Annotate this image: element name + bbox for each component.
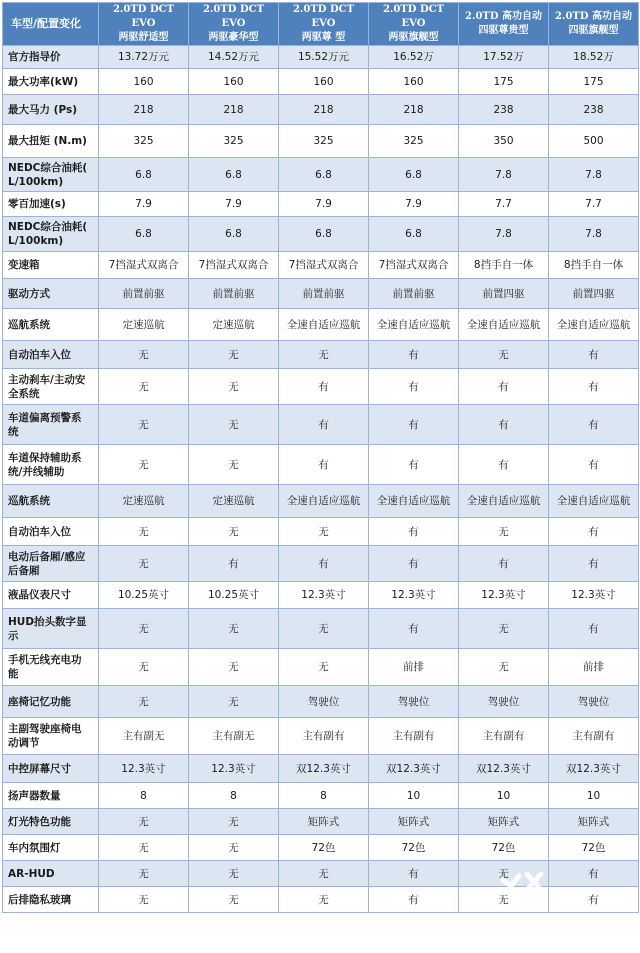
cell-value: 有 bbox=[549, 887, 639, 913]
cell-value: 6.8 bbox=[279, 217, 369, 252]
header-row bbox=[3, 3, 639, 46]
cell-value: 无 bbox=[99, 369, 189, 405]
row-label bbox=[3, 546, 99, 582]
cell-value: 有 bbox=[549, 518, 639, 546]
cell-value: 无 bbox=[189, 686, 279, 718]
cell-value: 8 bbox=[99, 783, 189, 809]
row-label bbox=[3, 369, 99, 405]
cell-value: 7.7 bbox=[459, 192, 549, 217]
row-label bbox=[3, 887, 99, 913]
row-label bbox=[3, 46, 99, 69]
cell-value: 6.8 bbox=[369, 158, 459, 192]
cell-value: 无 bbox=[459, 649, 549, 686]
cell-value: 72色 bbox=[549, 835, 639, 861]
cell-value: 有 bbox=[549, 546, 639, 582]
cell-value: 12.3英寸 bbox=[459, 582, 549, 609]
cell-value: 有 bbox=[549, 445, 639, 485]
row-label-line: 最大功率(kW) bbox=[8, 75, 79, 88]
cell-value: 全速自适应巡航 bbox=[459, 485, 549, 518]
row-label bbox=[3, 309, 99, 341]
table-row bbox=[3, 835, 639, 861]
cell-value: 有 bbox=[279, 546, 369, 582]
row-label-line: 主动刹车/主动安 bbox=[8, 373, 86, 386]
cell-value: 12.3英寸 bbox=[549, 582, 639, 609]
row-label-line: 官方指导价 bbox=[8, 51, 61, 63]
table-row bbox=[3, 309, 639, 341]
column-header bbox=[99, 3, 189, 46]
cell-value: 7.8 bbox=[549, 158, 639, 192]
row-label bbox=[3, 718, 99, 755]
cell-value: 500 bbox=[549, 125, 639, 158]
cell-value: 无 bbox=[189, 369, 279, 405]
cell-value: 18.52万 bbox=[549, 46, 639, 69]
column-header-line: 2.0TD DCT EVO bbox=[382, 4, 445, 29]
cell-value: 无 bbox=[279, 518, 369, 546]
cell-value: 无 bbox=[189, 445, 279, 485]
cell-value: 7.8 bbox=[459, 217, 549, 252]
cell-value: 主有副有 bbox=[549, 718, 639, 755]
cell-value: 14.52万元 bbox=[189, 46, 279, 69]
cell-value: 全速自适应巡航 bbox=[279, 309, 369, 341]
cell-value: 无 bbox=[189, 649, 279, 686]
cell-value: 定速巡航 bbox=[189, 485, 279, 518]
table-row bbox=[3, 445, 639, 485]
table-row bbox=[3, 95, 639, 125]
cell-value: 无 bbox=[279, 861, 369, 887]
cell-value: 12.3英寸 bbox=[279, 582, 369, 609]
row-label-line: 示 bbox=[8, 629, 19, 642]
cell-value: 前置前驱 bbox=[279, 279, 369, 309]
cell-value: 175 bbox=[459, 69, 549, 95]
cell-value: 有 bbox=[279, 445, 369, 485]
cell-value: 325 bbox=[279, 125, 369, 158]
row-label-line: NEDC综合油耗( bbox=[8, 221, 88, 233]
column-header-line: 四驱尊贵型 bbox=[478, 25, 529, 36]
row-label-line: 统/并线辅助 bbox=[8, 465, 65, 478]
cell-value: 8挡手自一体 bbox=[459, 252, 549, 279]
row-label-line: 电动后备厢/感应 bbox=[8, 550, 86, 563]
table-row bbox=[3, 518, 639, 546]
cell-value: 8挡手自一体 bbox=[549, 252, 639, 279]
cell-value: 350 bbox=[459, 125, 549, 158]
row-label-line: 液晶仪表尺寸 bbox=[8, 589, 71, 601]
cell-value: 无 bbox=[99, 609, 189, 649]
row-label-line: 最大马力 (Ps) bbox=[8, 103, 78, 116]
column-header bbox=[369, 3, 459, 46]
cell-value: 160 bbox=[189, 69, 279, 95]
cell-value: 6.8 bbox=[189, 217, 279, 252]
cell-value: 主有副有 bbox=[279, 718, 369, 755]
cell-value: 72色 bbox=[279, 835, 369, 861]
cell-value: 8 bbox=[189, 783, 279, 809]
cell-value: 无 bbox=[189, 887, 279, 913]
cell-value: 无 bbox=[189, 861, 279, 887]
row-label-line: 车道偏离预警系 bbox=[8, 411, 82, 424]
cell-value: 前置前驱 bbox=[189, 279, 279, 309]
cell-value: 160 bbox=[99, 69, 189, 95]
cell-value: 17.52万 bbox=[459, 46, 549, 69]
cell-value: 双12.3英寸 bbox=[459, 755, 549, 783]
cell-value: 无 bbox=[189, 809, 279, 835]
cell-value: 无 bbox=[99, 445, 189, 485]
cell-value: 驾驶位 bbox=[279, 686, 369, 718]
row-label bbox=[3, 518, 99, 546]
cell-value: 全速自适应巡航 bbox=[549, 485, 639, 518]
cell-value: 7挡湿式双离合 bbox=[369, 252, 459, 279]
row-label bbox=[3, 192, 99, 217]
cell-value: 无 bbox=[459, 887, 549, 913]
cell-value: 6.8 bbox=[279, 158, 369, 192]
cell-value: 无 bbox=[99, 546, 189, 582]
row-label bbox=[3, 158, 99, 192]
table-row bbox=[3, 609, 639, 649]
cell-value: 无 bbox=[189, 609, 279, 649]
table-row bbox=[3, 582, 639, 609]
cell-value: 前置四驱 bbox=[459, 279, 549, 309]
cell-value: 无 bbox=[189, 518, 279, 546]
row-label-line: 巡航系统 bbox=[8, 495, 50, 507]
cell-value: 有 bbox=[549, 405, 639, 445]
cell-value: 有 bbox=[459, 445, 549, 485]
row-label-line: 自动泊车入位 bbox=[8, 348, 71, 361]
row-label-line: 扬声器数量 bbox=[8, 789, 61, 802]
table-row bbox=[3, 217, 639, 252]
cell-value: 无 bbox=[279, 649, 369, 686]
column-header bbox=[549, 3, 639, 46]
row-label-line: L/100km) bbox=[8, 175, 64, 188]
cell-value: 前置四驱 bbox=[549, 279, 639, 309]
cell-value: 有 bbox=[369, 861, 459, 887]
cell-value: 无 bbox=[99, 518, 189, 546]
cell-value: 有 bbox=[369, 369, 459, 405]
table-row bbox=[3, 718, 639, 755]
cell-value: 325 bbox=[369, 125, 459, 158]
row-label-line: 后备厢 bbox=[8, 564, 40, 577]
cell-value: 16.52万 bbox=[369, 46, 459, 69]
cell-value: 10 bbox=[369, 783, 459, 809]
row-label bbox=[3, 835, 99, 861]
cell-value: 13.72万元 bbox=[99, 46, 189, 69]
cell-value: 7.8 bbox=[459, 158, 549, 192]
cell-value: 无 bbox=[459, 609, 549, 649]
cell-value: 有 bbox=[369, 445, 459, 485]
cell-value: 双12.3英寸 bbox=[549, 755, 639, 783]
cell-value: 驾驶位 bbox=[369, 686, 459, 718]
cell-value: 有 bbox=[369, 546, 459, 582]
row-label-line: 最大扭矩 (N.m) bbox=[8, 135, 87, 147]
table-row bbox=[3, 485, 639, 518]
table-header bbox=[3, 3, 639, 46]
table-row bbox=[3, 125, 639, 158]
row-label bbox=[3, 217, 99, 252]
table-body bbox=[3, 46, 639, 913]
row-label-line: 自动泊车入位 bbox=[8, 525, 71, 538]
row-label bbox=[3, 861, 99, 887]
cell-value: 有 bbox=[459, 405, 549, 445]
column-header-line: 四驱旗舰型 bbox=[568, 25, 619, 36]
row-label bbox=[3, 783, 99, 809]
cell-value: 有 bbox=[459, 369, 549, 405]
cell-value: 有 bbox=[549, 369, 639, 405]
cell-value: 218 bbox=[99, 95, 189, 125]
table-row bbox=[3, 279, 639, 309]
cell-value: 7.9 bbox=[279, 192, 369, 217]
table-row bbox=[3, 405, 639, 445]
cell-value: 12.3英寸 bbox=[99, 755, 189, 783]
cell-value: 无 bbox=[99, 341, 189, 369]
cell-value: 有 bbox=[279, 405, 369, 445]
table-row bbox=[3, 686, 639, 718]
row-label bbox=[3, 341, 99, 369]
cell-value: 10.25英寸 bbox=[99, 582, 189, 609]
cell-value: 无 bbox=[459, 341, 549, 369]
cell-value: 无 bbox=[99, 405, 189, 445]
cell-value: 72色 bbox=[459, 835, 549, 861]
cell-value: 全速自适应巡航 bbox=[459, 309, 549, 341]
cell-value: 有 bbox=[369, 405, 459, 445]
row-label-line: 巡航系统 bbox=[8, 318, 50, 331]
cell-value: 双12.3英寸 bbox=[369, 755, 459, 783]
row-label bbox=[3, 649, 99, 686]
cell-value: 有 bbox=[369, 609, 459, 649]
cell-value: 7.9 bbox=[189, 192, 279, 217]
table-row bbox=[3, 69, 639, 95]
cell-value: 全速自适应巡航 bbox=[369, 485, 459, 518]
column-header-line: 2.0TD 高功自动 bbox=[555, 11, 632, 22]
row-label bbox=[3, 252, 99, 279]
row-label bbox=[3, 485, 99, 518]
row-label bbox=[3, 95, 99, 125]
cell-value: 6.8 bbox=[369, 217, 459, 252]
cell-value: 325 bbox=[99, 125, 189, 158]
cell-value: 7.9 bbox=[369, 192, 459, 217]
table-row bbox=[3, 158, 639, 192]
column-header bbox=[459, 3, 549, 46]
column-header-line: 2.0TD DCT EVO bbox=[202, 4, 265, 29]
cell-value: 160 bbox=[369, 69, 459, 95]
cell-value: 218 bbox=[189, 95, 279, 125]
cell-value: 主有副无 bbox=[99, 718, 189, 755]
cell-value: 无 bbox=[189, 835, 279, 861]
row-label-line: 主副驾驶座椅电 bbox=[8, 723, 82, 735]
row-label-line: 动调节 bbox=[8, 737, 40, 749]
column-header-line: 两驱舒适型 bbox=[118, 32, 169, 43]
cell-value: 矩阵式 bbox=[549, 809, 639, 835]
row-label bbox=[3, 125, 99, 158]
row-label-line: 全系统 bbox=[8, 387, 40, 400]
cell-value: 325 bbox=[189, 125, 279, 158]
row-label-line: L/100km) bbox=[8, 235, 64, 247]
cell-value: 无 bbox=[279, 341, 369, 369]
cell-value: 7挡湿式双离合 bbox=[99, 252, 189, 279]
cell-value: 无 bbox=[99, 835, 189, 861]
cell-value: 双12.3英寸 bbox=[279, 755, 369, 783]
cell-value: 无 bbox=[189, 341, 279, 369]
table-row bbox=[3, 887, 639, 913]
cell-value: 8 bbox=[279, 783, 369, 809]
table-row bbox=[3, 369, 639, 405]
cell-value: 无 bbox=[459, 861, 549, 887]
row-label-line: 后排隐私玻璃 bbox=[8, 893, 71, 906]
cell-value: 12.3英寸 bbox=[369, 582, 459, 609]
cell-value: 无 bbox=[99, 887, 189, 913]
cell-value: 7.7 bbox=[549, 192, 639, 217]
row-label bbox=[3, 755, 99, 783]
cell-value: 定速巡航 bbox=[99, 309, 189, 341]
column-header-line: 两驱尊 型 bbox=[301, 32, 346, 43]
cell-value: 无 bbox=[99, 809, 189, 835]
row-label-line: 零百加速(s) bbox=[8, 198, 66, 210]
cell-value: 无 bbox=[99, 649, 189, 686]
row-label-line: HUD抬头数字显 bbox=[8, 615, 87, 628]
row-label-line: 驱动方式 bbox=[8, 287, 50, 300]
table-row bbox=[3, 252, 639, 279]
cell-value: 主有副有 bbox=[369, 718, 459, 755]
cell-value: 矩阵式 bbox=[279, 809, 369, 835]
column-header bbox=[189, 3, 279, 46]
cell-value: 无 bbox=[279, 609, 369, 649]
column-header-line: 2.0TD DCT EVO bbox=[112, 4, 175, 29]
cell-value: 10 bbox=[459, 783, 549, 809]
cell-value: 无 bbox=[99, 861, 189, 887]
row-label bbox=[3, 809, 99, 835]
cell-value: 有 bbox=[279, 369, 369, 405]
column-header-line: 两驱豪华型 bbox=[208, 32, 259, 43]
row-label-line: 座椅记忆功能 bbox=[8, 695, 71, 708]
cell-value: 6.8 bbox=[99, 217, 189, 252]
cell-value: 无 bbox=[99, 686, 189, 718]
table-row bbox=[3, 861, 639, 887]
cell-value: 无 bbox=[189, 405, 279, 445]
column-header bbox=[279, 3, 369, 46]
row-label bbox=[3, 609, 99, 649]
row-label bbox=[3, 69, 99, 95]
cell-value: 矩阵式 bbox=[459, 809, 549, 835]
cell-value: 前置前驱 bbox=[99, 279, 189, 309]
row-label bbox=[3, 279, 99, 309]
cell-value: 72色 bbox=[369, 835, 459, 861]
cell-value: 矩阵式 bbox=[369, 809, 459, 835]
column-header-line: 两驱旗舰型 bbox=[388, 32, 439, 43]
cell-value: 无 bbox=[459, 518, 549, 546]
cell-value: 主有副有 bbox=[459, 718, 549, 755]
row-label-line: 中控屏幕尺寸 bbox=[8, 762, 71, 775]
row-label bbox=[3, 445, 99, 485]
cell-value: 218 bbox=[369, 95, 459, 125]
cell-value: 12.3英寸 bbox=[189, 755, 279, 783]
row-label bbox=[3, 582, 99, 609]
cell-value: 10.25英寸 bbox=[189, 582, 279, 609]
row-label-line: 车道保持辅助系 bbox=[8, 451, 82, 464]
row-label-line: 能 bbox=[8, 668, 19, 680]
table-row bbox=[3, 809, 639, 835]
cell-value: 有 bbox=[369, 341, 459, 369]
cell-value: 有 bbox=[189, 546, 279, 582]
cell-value: 有 bbox=[549, 341, 639, 369]
cell-value: 定速巡航 bbox=[99, 485, 189, 518]
cell-value: 驾驶位 bbox=[459, 686, 549, 718]
table-row bbox=[3, 341, 639, 369]
cell-value: 15.52万元 bbox=[279, 46, 369, 69]
cell-value: 前置前驱 bbox=[369, 279, 459, 309]
table-row bbox=[3, 192, 639, 217]
table-row bbox=[3, 755, 639, 783]
cell-value: 238 bbox=[459, 95, 549, 125]
cell-value: 6.8 bbox=[99, 158, 189, 192]
row-label bbox=[3, 686, 99, 718]
spec-table bbox=[2, 2, 639, 913]
table-row bbox=[3, 546, 639, 582]
corner-label: 车型/配置变化 bbox=[3, 3, 99, 46]
row-label-line: 车内氛围灯 bbox=[8, 841, 61, 854]
cell-value: 主有副无 bbox=[189, 718, 279, 755]
cell-value: 驾驶位 bbox=[549, 686, 639, 718]
cell-value: 175 bbox=[549, 69, 639, 95]
cell-value: 7.8 bbox=[549, 217, 639, 252]
cell-value: 6.8 bbox=[189, 158, 279, 192]
cell-value: 7挡湿式双离合 bbox=[189, 252, 279, 279]
cell-value: 全速自适应巡航 bbox=[279, 485, 369, 518]
cell-value: 有 bbox=[549, 861, 639, 887]
table-row bbox=[3, 46, 639, 69]
row-label-line: 手机无线充电功 bbox=[8, 654, 82, 666]
table-row bbox=[3, 783, 639, 809]
cell-value: 无 bbox=[279, 887, 369, 913]
row-label-line: 统 bbox=[8, 425, 19, 438]
cell-value: 全速自适应巡航 bbox=[369, 309, 459, 341]
column-header-line: 2.0TD 高功自动 bbox=[465, 11, 542, 22]
cell-value: 前排 bbox=[549, 649, 639, 686]
row-label-line: 变速箱 bbox=[8, 259, 40, 271]
cell-value: 有 bbox=[369, 887, 459, 913]
cell-value: 有 bbox=[459, 546, 549, 582]
row-label bbox=[3, 405, 99, 445]
cell-value: 218 bbox=[279, 95, 369, 125]
cell-value: 有 bbox=[369, 518, 459, 546]
cell-value: 238 bbox=[549, 95, 639, 125]
table-row bbox=[3, 649, 639, 686]
row-label-line: 灯光特色功能 bbox=[8, 815, 71, 828]
cell-value: 定速巡航 bbox=[189, 309, 279, 341]
cell-value: 10 bbox=[549, 783, 639, 809]
row-label-line: AR-HUD bbox=[8, 867, 55, 880]
cell-value: 160 bbox=[279, 69, 369, 95]
column-header-line: 2.0TD DCT EVO bbox=[292, 4, 355, 29]
row-label-line: NEDC综合油耗( bbox=[8, 161, 88, 174]
cell-value: 有 bbox=[549, 609, 639, 649]
cell-value: 7挡湿式双离合 bbox=[279, 252, 369, 279]
cell-value: 前排 bbox=[369, 649, 459, 686]
cell-value: 全速自适应巡航 bbox=[549, 309, 639, 341]
cell-value: 7.9 bbox=[99, 192, 189, 217]
